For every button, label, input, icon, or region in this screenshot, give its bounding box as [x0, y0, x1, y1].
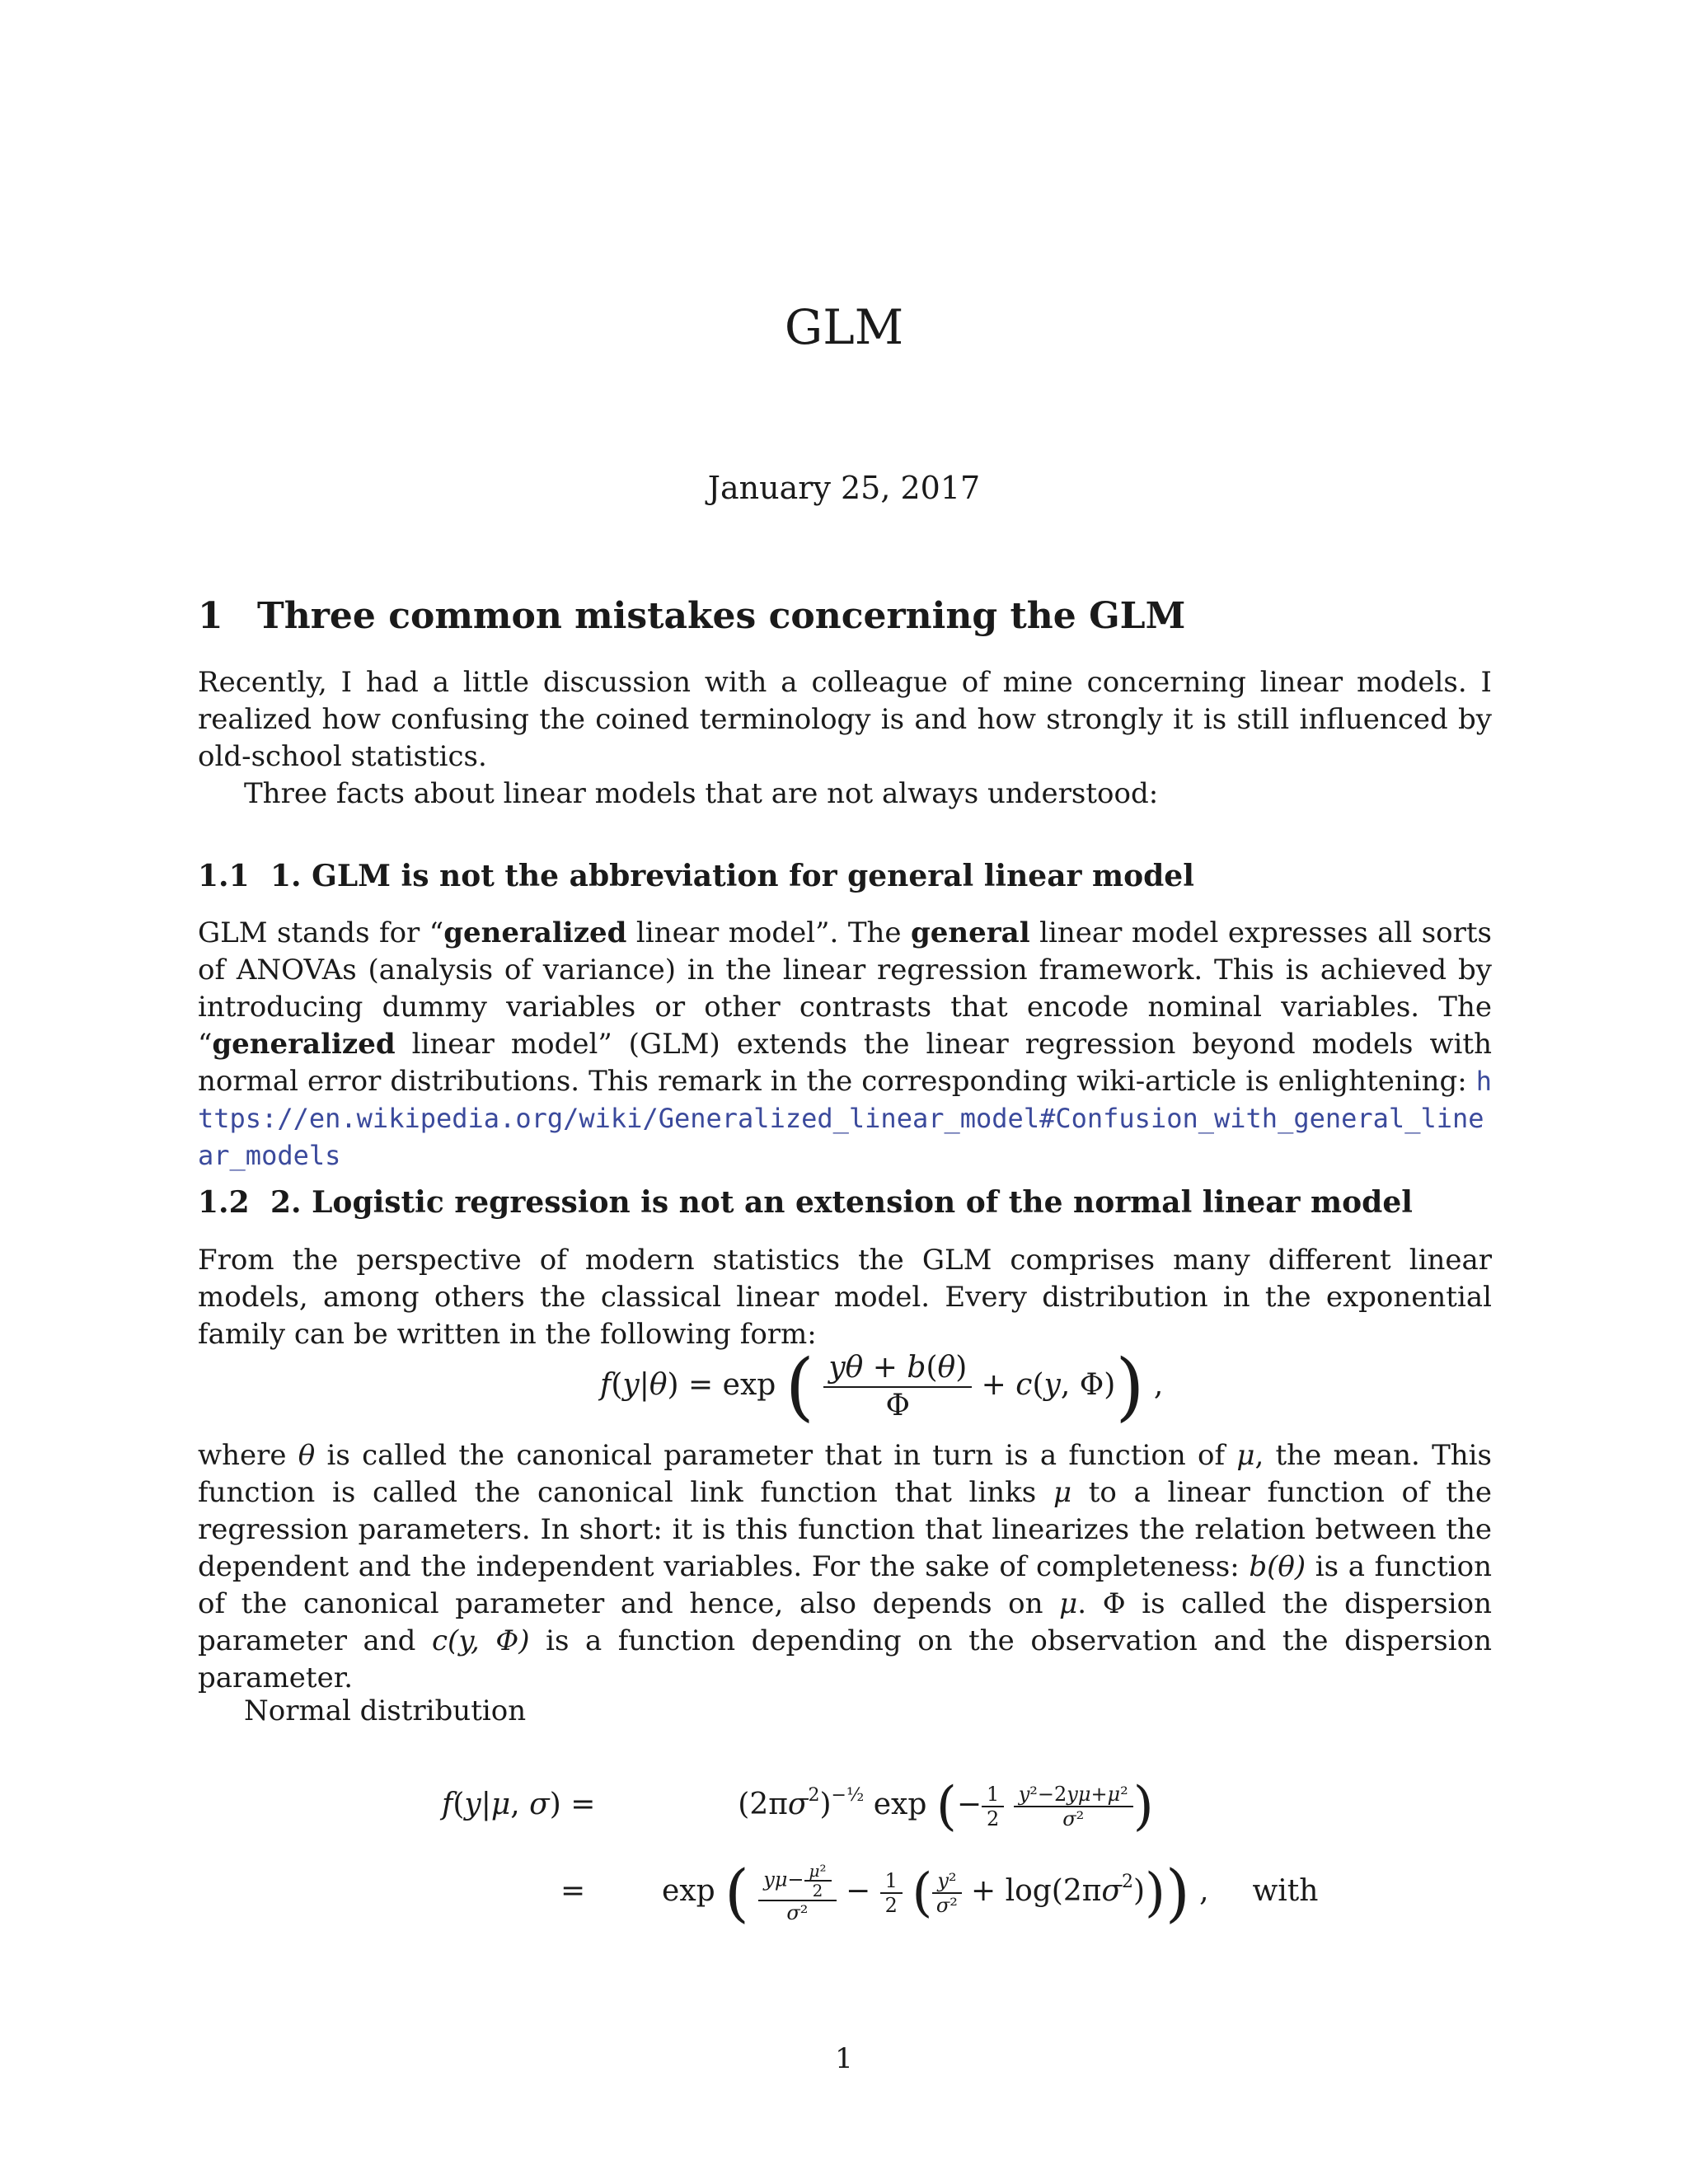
with-label: with: [1252, 1874, 1319, 1908]
math-mu: μ: [1236, 1439, 1255, 1472]
text-run: is called the dispersion parameter and: [198, 1587, 1492, 1657]
subsection-1-1-paragraph: [198, 915, 1492, 1174]
subsection-1-2-heading: [198, 1183, 1413, 1221]
text-run: GLM stands for “: [198, 916, 444, 949]
fraction: $\frac{\text{y²}}{\text{σ²}}$: [932, 1869, 961, 1917]
text-run: is a function depending on the observation and the dispersion parameter.: [198, 1624, 1493, 1694]
fraction: $\frac{y\theta + b(\theta)}{\Phi}$: [823, 1350, 972, 1424]
subsection-title: 2. Logistic regression is not an extension of the normal linear model: [270, 1185, 1413, 1220]
text-run: linear model expresses all sorts of ANOVAs (analysis of variance) in the linear regression framework. This is achieved by introducing dummy variables or other contrasts that encode nominal variables. The “: [198, 916, 1493, 1061]
exponential-family-equation: f(y|θ) = exp ( $\frac{y\theta + b(\theta)}{\Phi}$ + c(y, Φ)) ,: [600, 1343, 1164, 1430]
math-b-theta: b(θ): [1249, 1550, 1306, 1583]
math-c-y-phi: c(y, Φ): [432, 1624, 530, 1657]
text-run: is a function of the canonical parameter and hence, also depends on: [198, 1550, 1492, 1620]
math-theta: θ: [298, 1439, 316, 1472]
text-run: linear model”. The: [626, 916, 912, 949]
fraction: yμ− $\frac{\text{μ²}}{2}$ σ²: [758, 1862, 836, 1924]
normal-distribution-label: Normal distribution: [244, 1694, 527, 1727]
normal-density-line-1: f(y|μ, $\sigma) = (2\pi\sigma^2)^{-\frac{1}{2}}$ exp (− $\frac{1}{2}$ $\frac{\text{y²−2yμ+μ²}}{\text{σ²}}$ ): [442, 1776, 1154, 1837]
bold-term-generalized: generalized: [212, 1028, 396, 1061]
document-date: January 25, 2017: [707, 470, 981, 506]
section-1-paragraph-1: Recently, I had a little discussion with a colleague of mine concerning linear models. I realized how confusing the coined terminology is and how strongly it is still influenced by old-school statistics.: [198, 666, 1492, 773]
fraction: $\frac{1}{2}$: [982, 1783, 1004, 1830]
section-1-heading: [198, 593, 1185, 640]
section-number: 1: [198, 595, 223, 637]
subsection-number: 1.2: [198, 1185, 250, 1220]
text-run: .: [1077, 1587, 1103, 1620]
fraction: $\frac{\text{y²−2yμ+μ²}}{\text{σ²}}$: [1014, 1783, 1133, 1830]
text-run: linear model” (GLM) extends the linear regression beyond models with normal error distributions. This remark in the corresponding wiki-article is enlightening:: [198, 1028, 1492, 1098]
section-1-paragraph-2: Three facts about linear models that are not always understood:: [244, 777, 1159, 810]
text-run: where: [198, 1439, 298, 1472]
page-number: 1: [835, 2042, 853, 2075]
subsection-1-1-heading: [198, 857, 1194, 895]
subsection-title: 1. GLM is not the abbreviation for general linear model: [270, 859, 1194, 893]
text-run: is called the canonical parameter that in turn is a function of: [315, 1439, 1237, 1472]
math-phi: Φ: [1102, 1587, 1126, 1620]
text-run: , the mean. This function is called the canonical link function that links: [198, 1439, 1492, 1509]
document-title: GLM: [784, 299, 904, 355]
math-mu: μ: [1053, 1476, 1072, 1509]
math-mu: μ: [1059, 1587, 1078, 1620]
fraction: $\frac{1}{2}$: [880, 1869, 903, 1917]
fraction: $\frac{\text{μ²}}{2}$: [804, 1862, 832, 1900]
subsection-1-2-paragraph-2: [198, 1437, 1492, 1697]
section-title: Three common mistakes concerning the GLM: [257, 595, 1186, 637]
wikipedia-link[interactable]: https://en.wikipedia.org/wiki/Generalized_linear_model#Confusion_with_general_linear_models: [198, 1066, 1492, 1171]
normal-density-line-2: = exp ( yμ− $\frac{\text{μ²}}{2}$ σ² − $\frac{1}{2}$ ( $\frac{\text{y²}}{\text{σ²}}$ + $\log(2\pi\sigma^2)$)) , with: [560, 1856, 1319, 1929]
bold-term-general: general: [911, 916, 1030, 949]
bold-term-generalized: generalized: [443, 916, 627, 949]
subsection-1-2-paragraph-1: From the perspective of modern statistics the GLM comprises many different linear models, among others the classical linear model. Every distribution in the exponential family can be written in the following form:: [198, 1244, 1492, 1351]
subsection-number: 1.1: [198, 859, 250, 893]
text-run: to a linear function of the regression parameters. In short: it is this function that linearizes the relation between the dependent and the independent variables. For the sake of completeness:: [198, 1476, 1492, 1583]
